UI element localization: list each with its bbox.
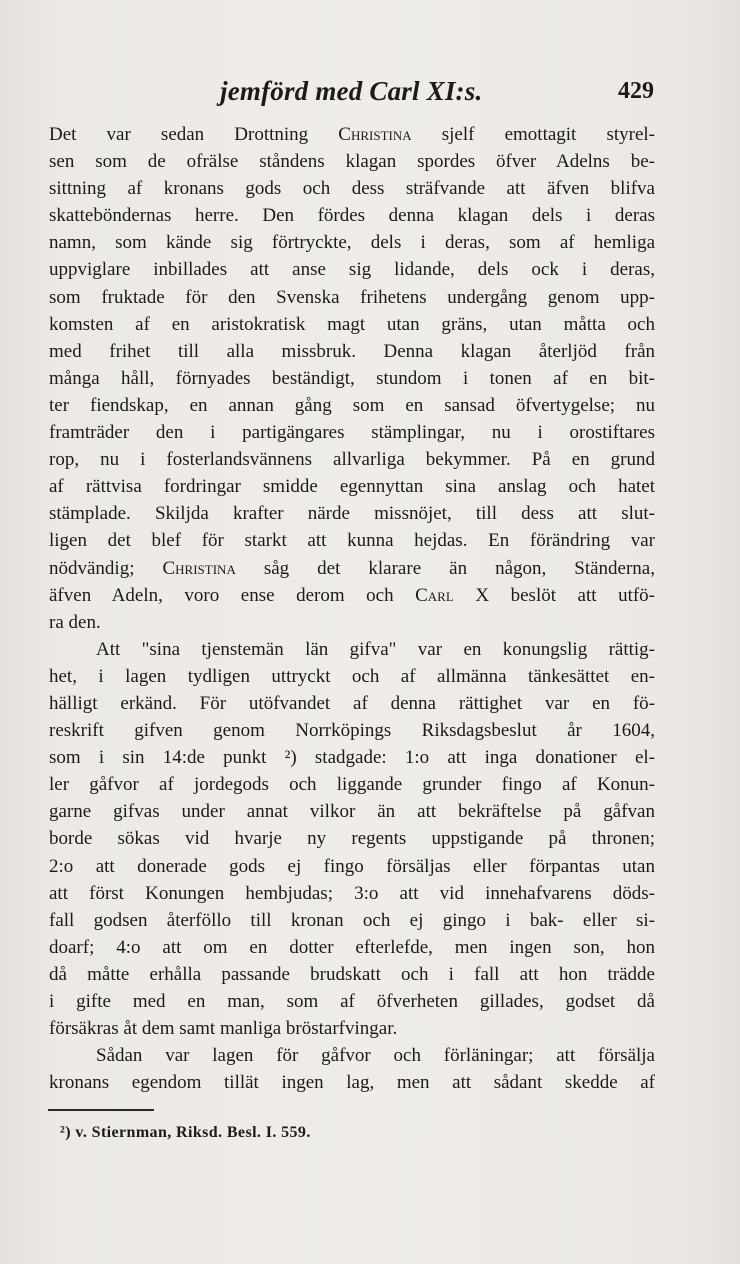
text-segment: försäkras åt dem samt manliga bröstarfvingar. [49, 1018, 398, 1040]
text-segment: fall godsen återföllo till kronan och ej gingo i bak- eller si- [49, 909, 655, 931]
text-segment: garne gifvas under annat vilkor än att bekräftelse på gåfvan [49, 801, 655, 823]
text-segment: namn, som kände sig förtryckte, dels i deras, som af hemliga [49, 232, 655, 254]
text-line [49, 717, 655, 744]
text-segment: kronans egendom tillät ingen lag, men att sådant skedde af [49, 1072, 655, 1094]
text-segment: som fruktade för den Svenska frihetens undergång genom upp- [49, 286, 655, 308]
small-caps-name: Christina [162, 557, 236, 579]
text-line [49, 663, 655, 690]
text-line [49, 1069, 655, 1096]
running-head: jemförd med Carl XI:s. [220, 76, 483, 106]
small-caps-name: Christina [338, 124, 412, 145]
text-segment: framträder den i partigängares stämplingar, nu i orostiftares [49, 422, 655, 444]
text-line [49, 934, 655, 961]
text-segment: X beslöt att utfö- [453, 584, 655, 606]
text-line [49, 392, 655, 419]
text-line [49, 284, 655, 311]
text-segment: 2:o att donerade gods ej fingo försäljas eller förpantas utan [49, 855, 655, 877]
text-segment: äfven Adeln, voro ense derom och [49, 584, 416, 606]
paragraph [49, 1042, 655, 1096]
text-line [49, 636, 655, 663]
text-segment: sjelf emottagit styrel- [411, 124, 655, 145]
text-segment: många håll, förnyades beständigt, stundom i tonen af en bit- [49, 367, 655, 389]
text-line [49, 1015, 655, 1042]
text-segment: sen som de ofrälse ståndens klagan spordes öfver Adelns be- [49, 151, 655, 173]
text-line [49, 419, 655, 446]
text-segment: komsten af en aristokratisk magt utan gräns, utan måtta och [49, 313, 655, 335]
text-segment: doarf; 4:o att om en dotter efterlefde, men ingen son, hon [49, 936, 655, 958]
text-line [49, 853, 655, 880]
text-segment: såg det klarare än någon, Ständerna, [235, 557, 655, 579]
text-line [49, 446, 655, 473]
text-line [49, 825, 655, 852]
text-segment: borde sökas vid hvarje ny regents uppstigande på thronen; [49, 828, 655, 850]
text-line [49, 527, 655, 554]
text-line [49, 202, 655, 229]
text-segment: nödvändig; [49, 557, 163, 579]
text-line [49, 907, 655, 934]
page-number: 429 [618, 78, 654, 104]
text-line [49, 365, 655, 392]
text-line [49, 555, 655, 582]
text-line [49, 229, 655, 256]
text-segment: Sådan var lagen för gåfvor och förläningar; att försälja [96, 1045, 655, 1067]
text-line [49, 1042, 655, 1069]
text-segment: hälligt erkänd. För utöfvandet af denna rättighet var en fö- [49, 692, 655, 714]
text-segment: af rättvisa fordringar smidde egennyttan sina anslag och hatet [49, 476, 655, 498]
text-segment: med frihet till alla missbruk. Denna klagan återljöd från [49, 340, 655, 362]
text-line [49, 690, 655, 717]
text-segment: att först Konungen hembjudas; 3:o att vid innehafvarens döds- [49, 882, 655, 904]
text-line [49, 609, 655, 636]
text-segment: ligen det blef för starkt att kunna hejdas. En förändring var [49, 530, 655, 552]
text-line [49, 988, 655, 1015]
text-segment: reskrift gifven genom Norrköpings Riksdagsbeslut år 1604, [49, 720, 655, 742]
text-segment: då måtte erhålla passande brudskatt och i fall att hon trädde [49, 963, 655, 985]
text-segment: rop, nu i fosterlandsvännens allvarliga bekymmer. På en grund [49, 449, 655, 471]
text-line [49, 473, 655, 500]
text-line [49, 338, 655, 365]
text-line [49, 256, 655, 283]
text-segment: ter fiendskap, en annan gång som en sansad öfvertygelse; nu [49, 394, 655, 416]
text-segment: i gifte med en man, som af öfverheten gillades, godset då [49, 991, 655, 1012]
text-line [49, 175, 655, 202]
text-line [49, 880, 655, 907]
text-line [49, 121, 655, 148]
text-segment: het, i lagen tydligen uttryckt och af allmänna tänkesättet en- [49, 665, 655, 687]
text-line [49, 961, 655, 988]
text-segment: sittning af kronans gods och dess sträfvande att äfven blifva [49, 178, 655, 200]
text-segment: stämplade. Skiljda krafter närde missnöjet, till dess att slut- [49, 503, 655, 525]
footnote: ²) v. Stiernman, Riksd. Besl. I. 559. [60, 1124, 311, 1141]
page-header [48, 76, 654, 112]
text-line [49, 798, 655, 825]
text-segment: Att "sina tjenstemän län gifva" var en konungslig rättig- [96, 638, 655, 660]
text-line [49, 744, 655, 771]
text-line [49, 771, 655, 798]
text-segment: ra den. [49, 611, 101, 633]
text-line [49, 500, 655, 527]
text-segment: uppviglare inbillades att anse sig lidande, dels ock i deras, [49, 259, 655, 281]
text-segment: Det var sedan Drottning [49, 124, 339, 145]
text-line [49, 311, 655, 338]
text-line [49, 582, 655, 609]
text-segment: som i sin 14:de punkt ²) stadgade: 1:o att inga donationer el- [49, 747, 655, 769]
body-text [49, 121, 655, 1096]
small-caps-name: Carl [415, 584, 454, 606]
text-segment: ler gåfvor af jordegods och liggande grunder fingo af Konun- [49, 774, 655, 796]
paragraph [49, 121, 655, 636]
text-line [49, 148, 655, 175]
footnote-divider [48, 1109, 154, 1111]
text-segment: skatteböndernas herre. Den fördes denna klagan dels i deras [49, 205, 655, 227]
paragraph [49, 636, 655, 1042]
